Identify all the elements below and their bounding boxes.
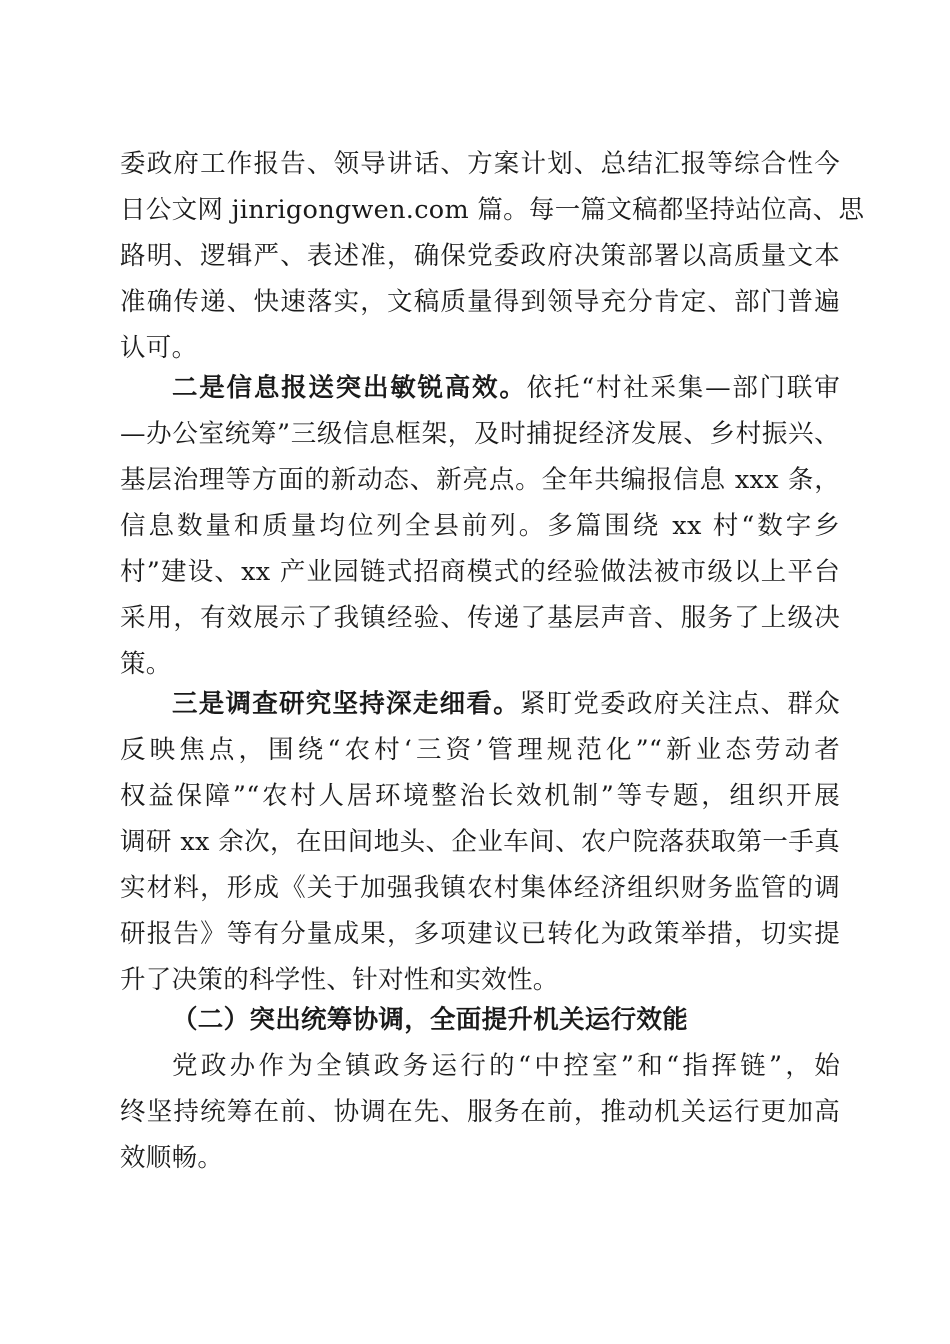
section-heading bbox=[172, 1000, 840, 1040]
line-text: 策。 bbox=[120, 649, 172, 679]
paragraph-line bbox=[120, 506, 840, 546]
line-text: 准确传递、快速落实，文稿质量得到领导充分肯定、部门普遍 bbox=[120, 287, 840, 317]
line-text: 反映焦点，围绕“农村‘三资’管理规范化”“新业态劳动者 bbox=[120, 735, 840, 765]
line-text: 村”建设、xx 产业园链式招商模式的经验做法被市级以上平台 bbox=[120, 557, 840, 587]
paragraph-line bbox=[120, 644, 840, 684]
line-text: 权益保障”“农村人居环境整治长效机制”等专题，组织开展 bbox=[120, 781, 840, 811]
line-text: 升了决策的科学性、针对性和实效性。 bbox=[120, 965, 559, 995]
paragraph-line bbox=[120, 960, 840, 1000]
paragraph-line bbox=[120, 730, 840, 770]
line-text: 认可。 bbox=[120, 333, 198, 363]
paragraph-line bbox=[120, 144, 840, 184]
line-text: 依托“村社采集—部门联审 bbox=[526, 373, 840, 403]
line-text: 研报告》等有分量成果，多项建议已转化为政策举措，切实提 bbox=[120, 919, 840, 949]
line-text: 紧盯党委政府关注点、群众 bbox=[519, 689, 840, 719]
bold-lead-text: 三是调查研究坚持深走细看。 bbox=[172, 689, 520, 719]
line-text: 信息数量和质量均位列全县前列。多篇围绕 xx 村“数字乡 bbox=[120, 511, 840, 541]
paragraph-line bbox=[172, 684, 840, 724]
line-text: 党政办作为全镇政务运行的“中控室”和“指挥链”，始 bbox=[172, 1051, 840, 1081]
paragraph-line bbox=[120, 460, 840, 500]
line-text: 采用，有效展示了我镇经验、传递了基层声音、服务了上级决 bbox=[120, 603, 840, 633]
paragraph-line bbox=[120, 822, 840, 862]
line-text: 基层治理等方面的新动态、新亮点。全年共编报信息 xxx 条， bbox=[120, 465, 840, 495]
paragraph-line bbox=[120, 236, 840, 276]
paragraph-line bbox=[120, 414, 840, 454]
heading-text: （二）突出统筹协调，全面提升机关运行效能 bbox=[172, 1005, 689, 1035]
paragraph-line bbox=[172, 368, 840, 408]
paragraph-line bbox=[120, 868, 840, 908]
bold-lead-text: 二是信息报送突出敏锐高效。 bbox=[172, 373, 527, 403]
line-text: 日公文网 jinrigongwen.com 篇。每一篇文稿都坚持站位高、思 bbox=[120, 195, 865, 225]
line-text: 路明、逻辑严、表述准，确保党委政府决策部署以高质量文本 bbox=[120, 241, 840, 271]
paragraph-line bbox=[120, 598, 840, 638]
paragraph-line bbox=[172, 1046, 840, 1086]
line-text: 委政府工作报告、领导讲话、方案计划、总结汇报等综合性今 bbox=[120, 149, 840, 179]
line-text: 实材料，形成《关于加强我镇农村集体经济组织财务监管的调 bbox=[120, 873, 840, 903]
paragraph-line bbox=[120, 1092, 840, 1132]
paragraph-line bbox=[120, 914, 840, 954]
paragraph-line bbox=[120, 328, 840, 368]
paragraph-line bbox=[120, 1138, 840, 1178]
line-text: 调研 xx 余次，在田间地头、企业车间、农户院落获取第一手真 bbox=[120, 827, 840, 857]
line-text: 效顺畅。 bbox=[120, 1143, 224, 1173]
paragraph-line bbox=[120, 552, 840, 592]
line-text: —办公室统筹”三级信息框架，及时捕捉经济发展、乡村振兴、 bbox=[120, 419, 840, 449]
line-text: 终坚持统筹在前、协调在先、服务在前，推动机关运行更加高 bbox=[120, 1097, 840, 1127]
paragraph-line bbox=[120, 776, 840, 816]
paragraph-line bbox=[120, 190, 865, 230]
paragraph-line bbox=[120, 282, 840, 322]
